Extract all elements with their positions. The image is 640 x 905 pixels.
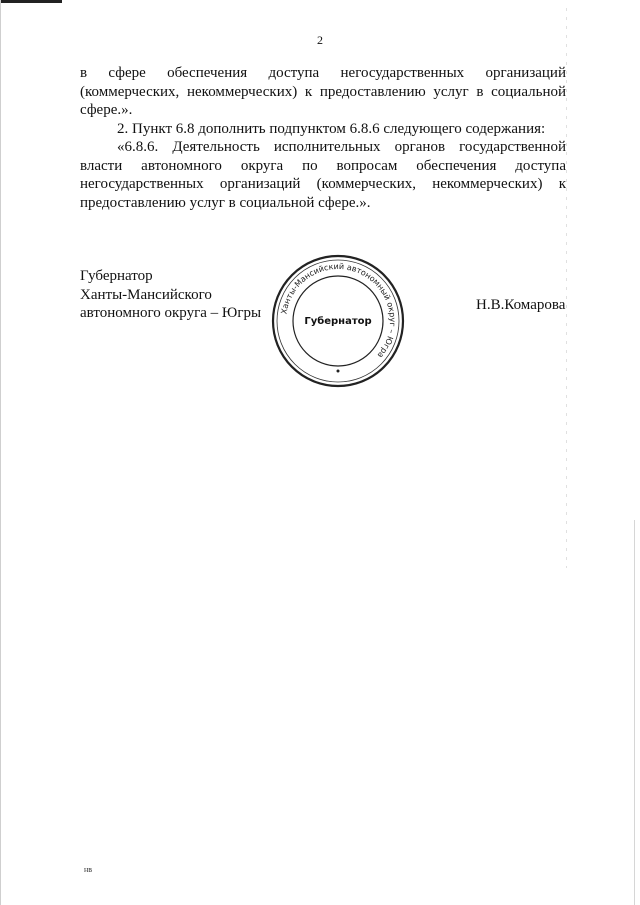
official-seal — [270, 253, 406, 389]
seal-center-text: Губернатор — [304, 316, 372, 327]
page-number: 2 — [317, 33, 323, 47]
signatory-name: Н.В.Комарова — [476, 297, 566, 313]
position-line: Ханты-Мансийского — [80, 286, 212, 303]
signatory-position — [80, 267, 261, 323]
position-line: автономного округа – Югры — [80, 305, 262, 321]
paragraph-continuation: в сфере обеспечения доступа негосударственных организаций (коммерческих, некоммерческих) к предоставлению услуг в социальной сфере.». — [80, 65, 566, 118]
scan-artifact-left — [0, 0, 1, 905]
document-body — [80, 64, 566, 212]
paragraph-item-2: 2. Пункт 6.8 дополнить подпунктом 6.8.6 следующего содержания: — [117, 120, 546, 137]
seal-dot-icon — [337, 370, 340, 373]
scan-artifact-top — [0, 0, 62, 3]
footer-code: нв — [84, 865, 93, 874]
paragraph-subitem-6-8-6: «6.8.6. Деятельность исполнительных органов государственной власти автономного округа по вопросам обеспечения доступа негосударственных организаций (коммерческих, некоммерческих) к предоставлению услуг в социальной сфере.». — [80, 139, 566, 211]
scan-artifact-right — [634, 520, 635, 905]
seal-ring-text: Ханты-Мансийский автономный округ – Югра — [279, 261, 398, 360]
scan-artifact-dotted — [566, 8, 567, 568]
position-line: Губернатор — [80, 268, 153, 284]
